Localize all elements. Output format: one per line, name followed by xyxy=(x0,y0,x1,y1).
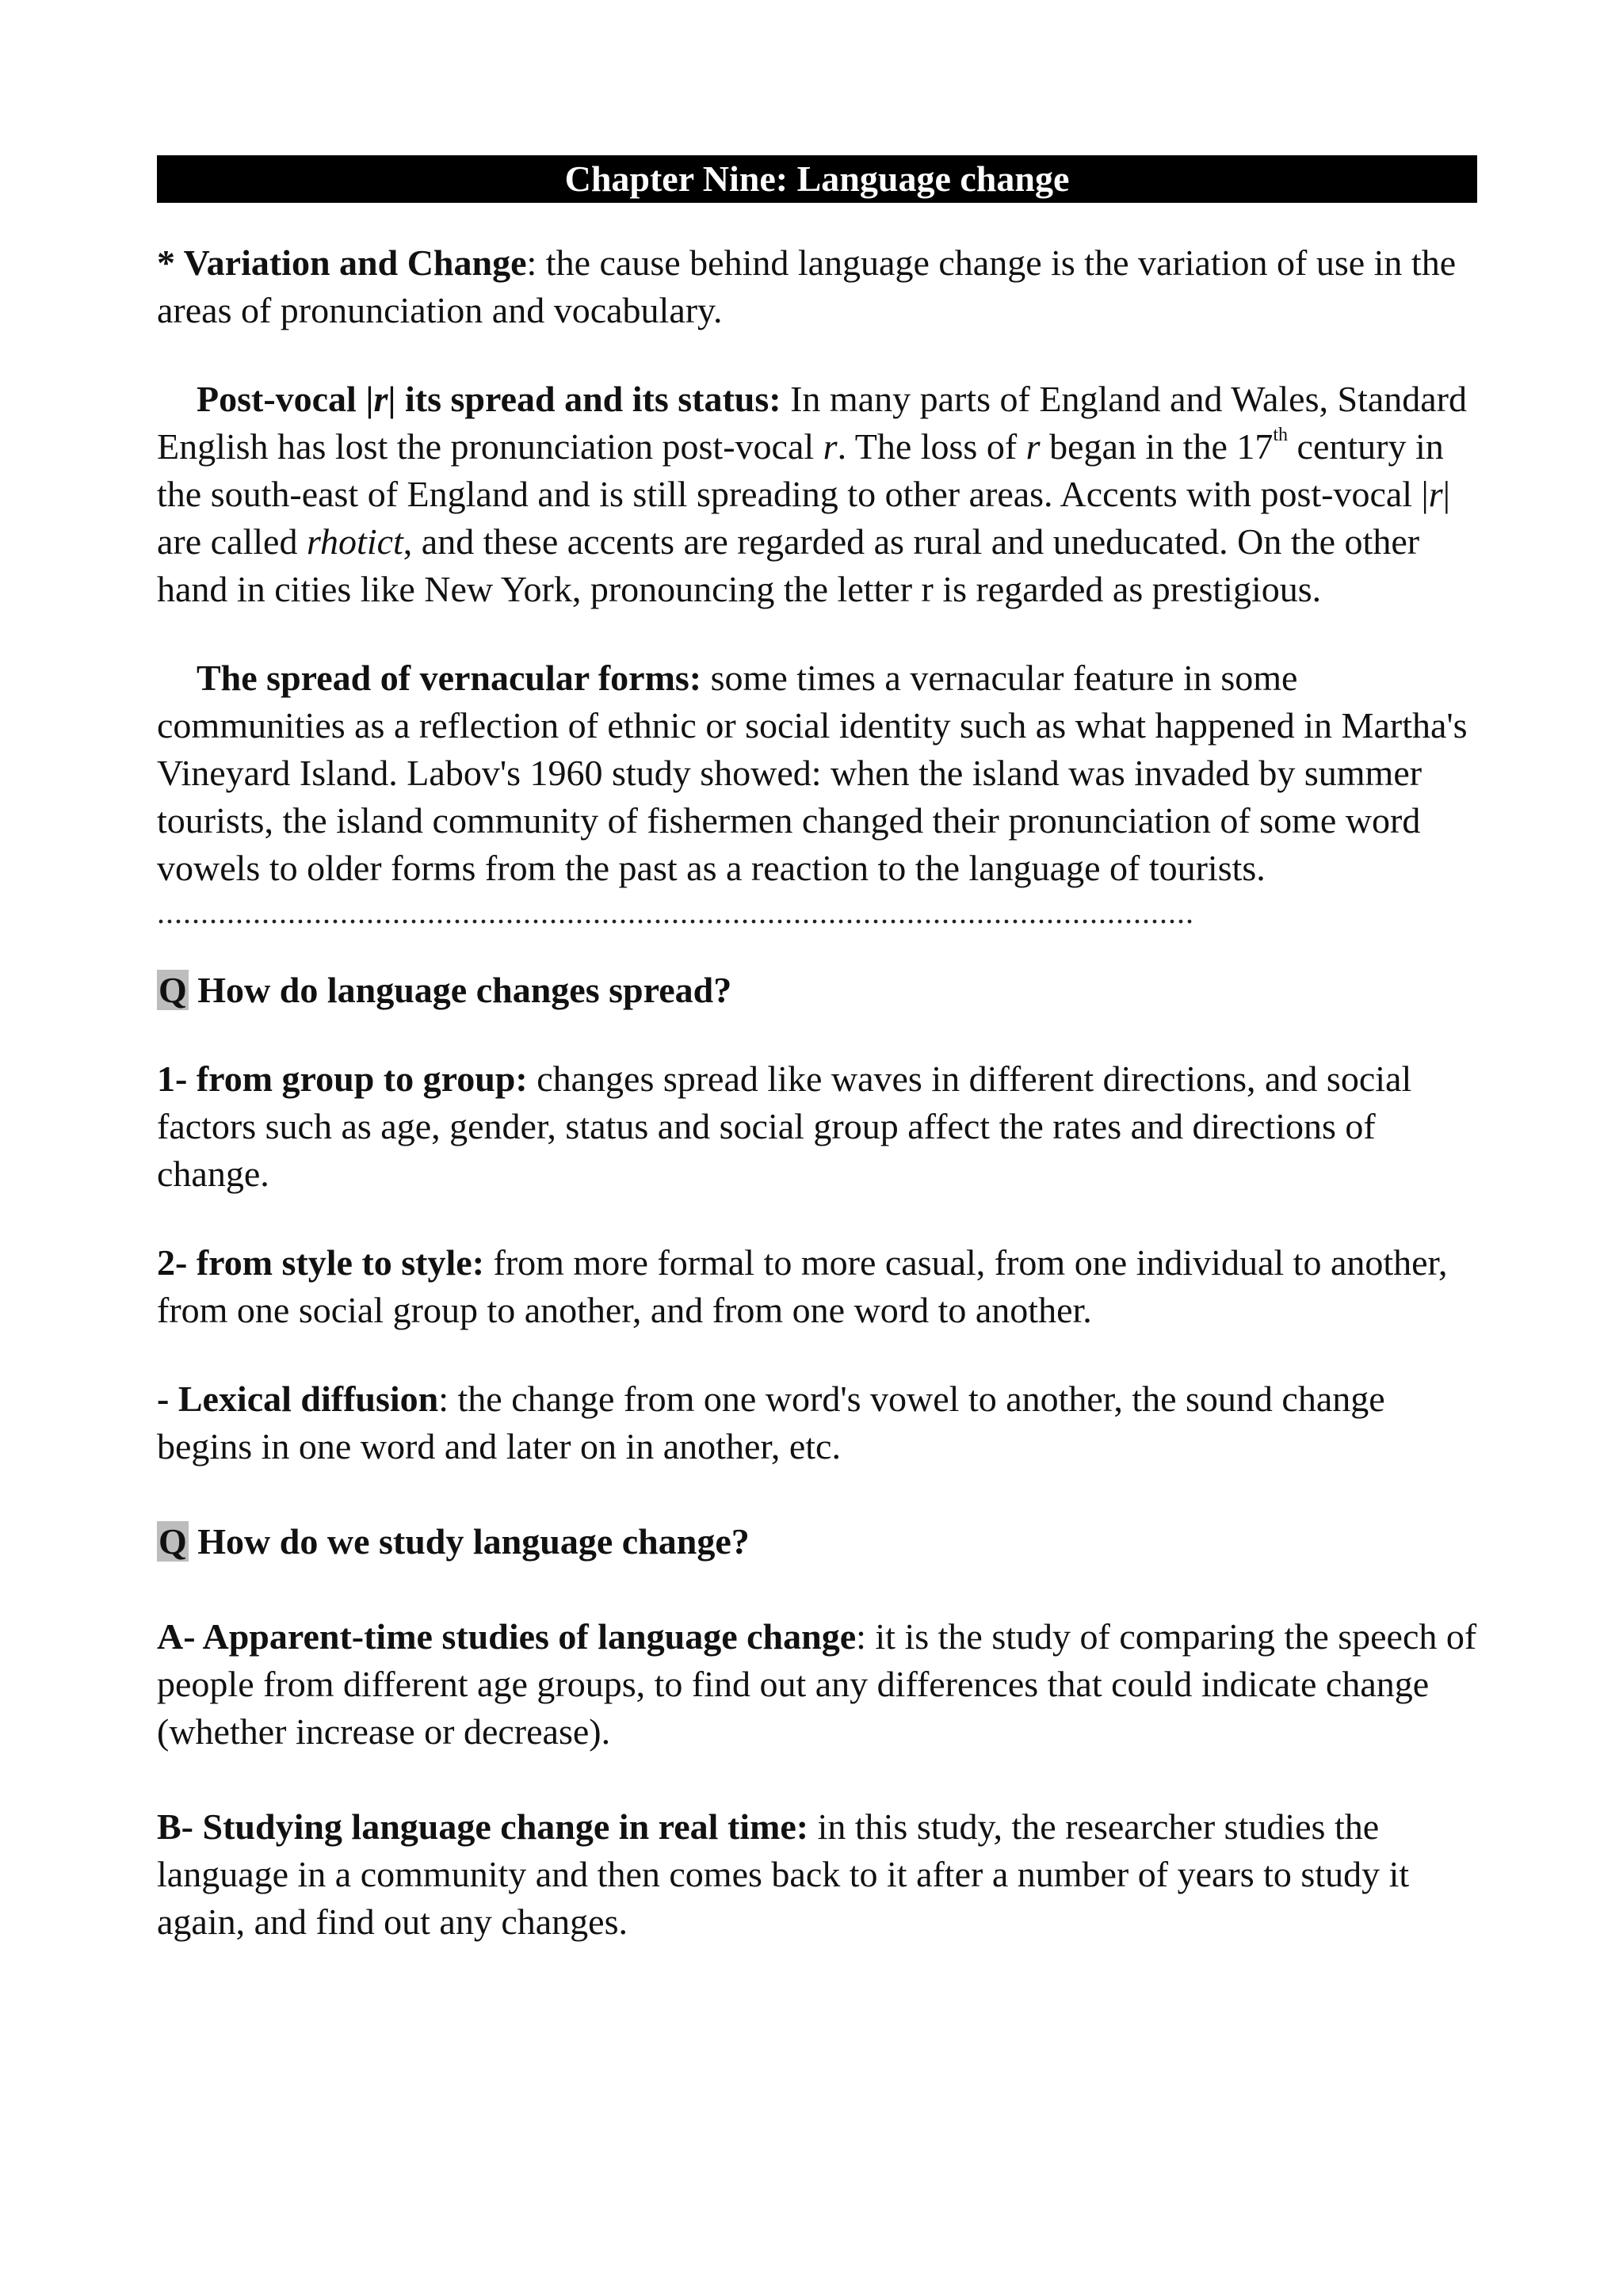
question-marker: Q xyxy=(158,970,187,1010)
question-spread xyxy=(157,967,1477,1014)
rhotict-term: rhotict xyxy=(306,521,403,562)
real-time-text: in this study, the researcher studies the language in a community and then comes back to it after a number of years to study it again, and find out any changes. xyxy=(157,1806,1410,1942)
variation-paragraph xyxy=(157,239,1477,334)
postvocal-heading-part: Post-vocal | xyxy=(197,379,374,419)
postvocal-r: r xyxy=(1428,474,1443,514)
document-page xyxy=(157,155,1477,1946)
chapter-title: Chapter Nine: Language change xyxy=(157,155,1477,203)
group-paragraph xyxy=(157,1055,1477,1198)
group-text: changes spread like waves in different directions, and social factors such as age, gender, status and social group affect the rates and directions of change. xyxy=(157,1058,1412,1194)
variation-text: : the cause behind language change is the variation of use in the areas of pronunciation and vocabulary. xyxy=(157,242,1457,330)
vernacular-heading: The spread of vernacular forms: xyxy=(197,658,702,698)
dotted-divider: ....................................................................................................................... xyxy=(157,897,1194,929)
postvocal-r: r xyxy=(823,426,838,467)
group-heading: 1- from group to group: xyxy=(157,1058,528,1099)
postvocal-text: . The loss of xyxy=(837,426,1026,467)
question-study xyxy=(157,1518,1477,1566)
vernacular-paragraph xyxy=(157,654,1477,892)
question-text: How do language changes spread? xyxy=(188,970,732,1010)
postvocal-text: , and these accents are regarded as rural and uneducated. On the other hand in cities like New York, pronouncing the letter r is regarded as prestigious. xyxy=(157,521,1420,609)
postvocal-heading xyxy=(197,379,781,419)
real-time-heading: B- Studying language change in real time: xyxy=(157,1806,809,1847)
postvocal-text: century in the south-east of England and is still spreading to other areas. Accents with post-vocal | xyxy=(157,426,1444,514)
lexical-text: : the change from one word's vowel to another, the sound change begins in one word and later on in another, etc. xyxy=(157,1379,1385,1466)
style-heading: 2- from style to style: xyxy=(157,1242,485,1283)
postvocal-text: | are called xyxy=(157,474,1450,562)
style-paragraph xyxy=(157,1239,1477,1334)
question-marker: Q xyxy=(158,1521,187,1562)
postvocal-text: In many parts of England and Wales, Standard English has lost the pronunciation post-vocal xyxy=(157,379,1467,467)
real-time-paragraph xyxy=(157,1803,1477,1946)
postvocal-paragraph xyxy=(157,376,1477,613)
variation-heading: * Variation and Change xyxy=(157,242,527,283)
vernacular-text: some times a vernacular feature in some communities as a reflection of ethnic or social identity such as what happened in Martha's Vineyard Island. Labov's 1960 study showed: when the island was invaded by summer tourists, the island community of fishermen changed their pronunciation of some word vowels to older forms from the past as a reaction to the language of tourists. xyxy=(157,658,1468,888)
apparent-time-paragraph xyxy=(157,1613,1477,1756)
ordinal-suffix: th xyxy=(1273,425,1289,445)
postvocal-heading-part: | its spread and its status: xyxy=(388,379,781,419)
lexical-paragraph xyxy=(157,1375,1477,1470)
apparent-time-text: : it is the study of comparing the speech of people from different age groups, to find out any differences that could indicate change (whether increase or decrease). xyxy=(157,1616,1477,1752)
postvocal-text: began in the 17 xyxy=(1040,426,1274,467)
lexical-heading: - Lexical diffusion xyxy=(157,1379,439,1419)
postvocal-heading-r: r xyxy=(373,379,388,419)
apparent-time-heading: A- Apparent-time studies of language change xyxy=(157,1616,857,1657)
style-text: from more formal to more casual, from one individual to another, from one social group to another, and from one word to another. xyxy=(157,1242,1448,1330)
question-text: How do we study language change? xyxy=(188,1521,750,1562)
postvocal-r: r xyxy=(1025,426,1041,467)
